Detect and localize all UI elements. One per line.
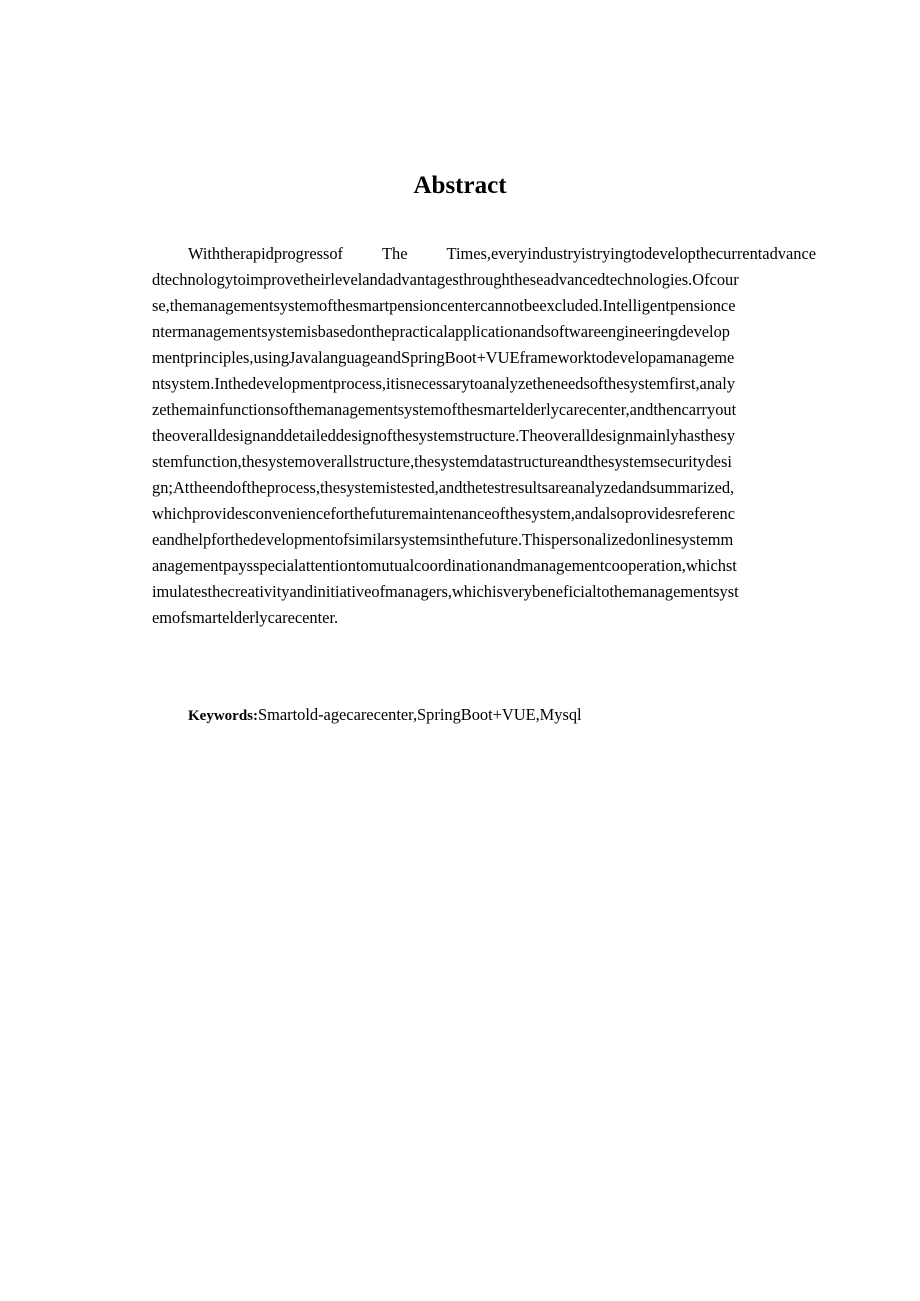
abstract-line: ntermanagementsystemisbasedonthepracticalapplicationandsoftwareengineeringdevelop [152, 322, 731, 341]
abstract-line: whichprovidesconvenienceforthefuturemaintenanceofthesystem,andalsoprovidesreferenc [152, 504, 735, 523]
abstract-line: mentprinciples,usingJavalanguageandSpringBoot+VUEframeworktodevelopamanageme [152, 348, 735, 367]
abstract-line: imulatesthecreativityandinitiativeofmanagers,whichisverybeneficialtothemanagementsyst [152, 582, 739, 601]
abstract-line: se,themanagementsystemofthesmartpensioncentercannotbeexcluded.Intelligentpensionce [152, 296, 736, 315]
abstract-line: emofsmartelderlycarecenter. [152, 608, 339, 627]
abstract-line: dtechnologytoimprovetheirlevelandadvantagesthroughtheseadvancedtechnologies.Ofcour [152, 270, 739, 289]
abstract-title: Abstract [413, 172, 507, 199]
abstract-line: anagementpaysspecialattentiontomutualcoordinationandmanagementcooperation,whichst [152, 556, 737, 575]
abstract-line: Withtherapidprogressof The Times,everyindustryistryingtodevelopthecurrentadvance [188, 244, 816, 263]
abstract-line: stemfunction,thesystemoverallstructure,thesystemdatastructureandthesystemsecuritydesi [152, 452, 732, 471]
keywords-line [188, 702, 582, 729]
keywords-label: Keywords: [188, 708, 258, 724]
abstract-line: zethemainfunctionsofthemanagementsystemofthesmartelderlycarecenter,andthencarryout [152, 400, 737, 419]
abstract-line: eandhelpforthedevelopmentofsimilarsystemsinthefuture.Thispersonalizedonlinesystemm [152, 530, 734, 549]
abstract-line: ntsystem.Inthedevelopmentprocess,itisnecessarytoanalyzetheneedsofthesystemfirst,analy [152, 374, 736, 393]
abstract-line: gn;Attheendoftheprocess,thesystemistested,andthetestresultsareanalyzedandsummarized, [152, 478, 735, 497]
abstract-line: theoveralldesignanddetaileddesignofthesystemstructure.Theoveralldesignmainlyhasthesy [152, 426, 736, 445]
keywords-value: Smartold-agecarecenter,SpringBoot+VUE,Mysql [258, 705, 582, 724]
